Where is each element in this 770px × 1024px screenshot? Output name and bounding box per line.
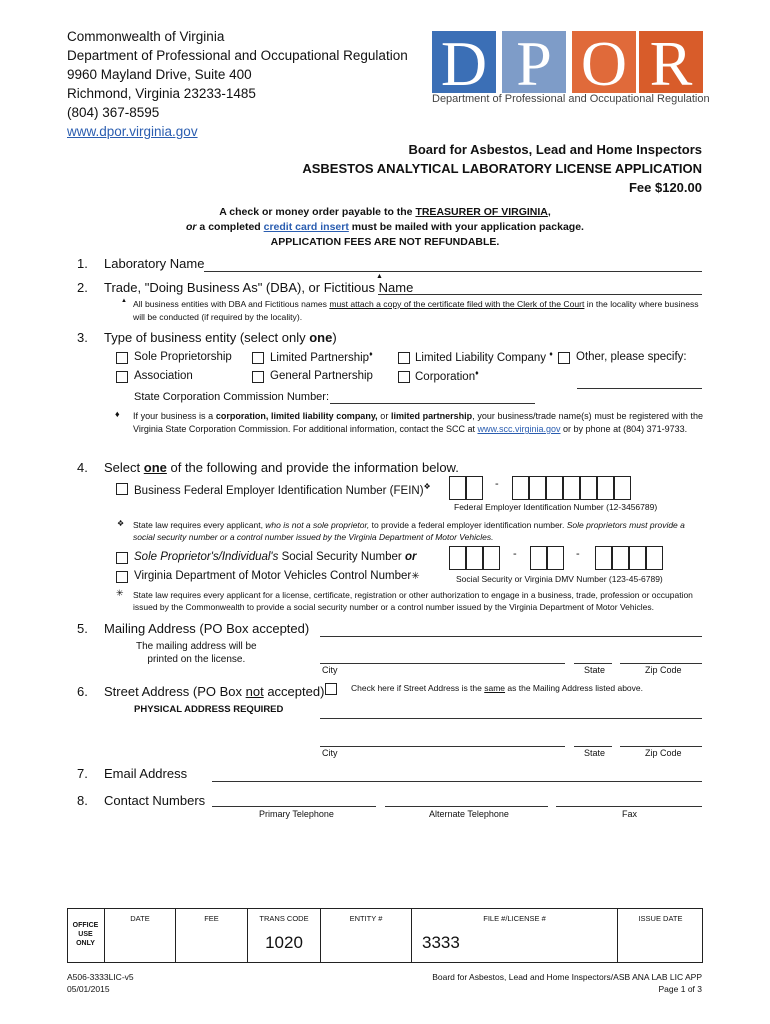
fee-title: Fee $120.00	[628, 180, 702, 195]
llc-text: Limited Liability Company	[415, 351, 547, 364]
board-title: Board for Asbestos, Lead and Home Inspectors	[408, 142, 702, 157]
q4-label	[104, 460, 459, 475]
payment-or: or	[186, 221, 197, 233]
diamond-marker-icon: ♦	[115, 409, 120, 419]
fein-digit-box[interactable]	[449, 476, 466, 500]
q1-label: Laboratory Name	[104, 256, 205, 271]
scc-website-link[interactable]: www.scc.virginia.gov	[477, 424, 561, 434]
q3-note-text: or	[377, 411, 391, 421]
payment-treasurer: TREASURER OF VIRGINIA	[415, 206, 548, 218]
svg-text:R: R	[649, 31, 693, 99]
org-line-department: Department of Professional and Occupational Regulation	[67, 48, 408, 63]
scc-number-field[interactable]	[330, 403, 535, 404]
office-entity-cell	[321, 908, 412, 963]
primary-telephone-field[interactable]	[212, 806, 376, 807]
fein-digit-box[interactable]	[597, 476, 614, 500]
diamond-marker-icon: ♦	[369, 351, 373, 358]
q2-label: Trade, "Doing Business As" (DBA), or Fictitious Name	[104, 280, 414, 295]
fein-digit-box[interactable]	[580, 476, 597, 500]
fein-label-text: Business Federal Employer Identification Number (FEIN)	[134, 484, 424, 497]
corporation-text: Corporation	[415, 370, 476, 383]
office-issue-date-header: ISSUE DATE	[638, 914, 683, 923]
sole-proprietorship-label: Sole Proprietorship	[134, 351, 232, 363]
office-use-line: USE	[78, 931, 93, 938]
other-entity-specify-field[interactable]	[577, 388, 702, 389]
dba-name-field[interactable]	[378, 294, 702, 295]
website-link[interactable]: www.dpor.virginia.gov	[67, 124, 198, 139]
form-title: ASBESTOS ANALYTICAL LABORATORY LICENSE APPLICATION	[302, 161, 702, 176]
org-line-phone: (804) 367-8595	[67, 105, 160, 120]
q6-label-text: accepted)	[263, 684, 325, 699]
payment-line-3: APPLICATION FEES ARE NOT REFUNDABLE.	[270, 236, 500, 248]
office-trans-code-header: TRANS CODE	[259, 914, 309, 923]
ssn-digit-box[interactable]	[530, 546, 547, 570]
ssn-label-or: or	[404, 551, 417, 563]
fein-checkbox[interactable]	[116, 483, 128, 495]
office-license-cell	[412, 908, 618, 963]
q4-note-italic: Sole proprietors must provide a social security number or a control number issued by the Virginia Department of Motor Vehicles.	[133, 520, 685, 542]
q5-sub-line: The mailing address will be	[136, 641, 257, 652]
q2-note-underlined: must attach a copy of the certificate filed with the Clerk of the Court	[329, 299, 585, 309]
corporation-checkbox[interactable]	[398, 371, 410, 383]
same-address-text: Check here if Street Address is the	[351, 683, 485, 693]
fein-digit-box[interactable]	[529, 476, 546, 500]
fax-field[interactable]	[556, 806, 702, 807]
payment-text: A check or money order payable to the	[219, 206, 416, 218]
triangle-marker-icon: ▲	[121, 298, 127, 304]
q4-label-text: of the following and provide the information below.	[166, 460, 459, 475]
email-field[interactable]	[212, 781, 702, 782]
q4-fein-note	[133, 519, 705, 543]
office-date-cell	[105, 908, 176, 963]
footer-page-number: Page 1 of 3	[658, 984, 702, 994]
org-line-commonwealth: Commonwealth of Virginia	[67, 29, 225, 44]
street-zip-caption: Zip Code	[645, 748, 682, 758]
q5-sub	[136, 640, 257, 666]
payment-line-1	[0, 205, 770, 220]
q8-number: 8.	[77, 793, 88, 808]
same-address-underlined: same	[484, 683, 506, 693]
same-address-checkbox[interactable]	[325, 683, 337, 695]
diamond-marker-icon: ♦	[549, 351, 553, 358]
q4-note-italic: who is not a sole proprietor,	[265, 520, 370, 530]
q3-note-text: or by phone at (804) 371-9733.	[560, 424, 688, 434]
street-city-field[interactable]	[320, 746, 565, 747]
q6-label-text: Street Address (PO Box	[104, 684, 246, 699]
q3-note-text: , your business/trade name(s) must be registered with the Virginia State Corporation Commission. For additional information, contact the SCC at	[133, 411, 704, 434]
ssn-digit-box[interactable]	[466, 546, 483, 570]
q2-note-text: All business entities with DBA and Fictitious names	[133, 299, 330, 309]
fein-digit-box[interactable]	[466, 476, 483, 500]
org-line-street: 9960 Mayland Drive, Suite 400	[67, 67, 252, 82]
office-use-line: ONLY	[76, 940, 95, 947]
dmv-label	[134, 570, 420, 582]
office-trans-code-cell	[248, 908, 321, 963]
alternate-telephone-caption: Alternate Telephone	[429, 809, 509, 819]
q4-label-text: Select	[104, 460, 144, 475]
q7-label: Email Address	[104, 766, 188, 781]
q5-label: Mailing Address (PO Box accepted)	[104, 621, 310, 636]
q6-sub: PHYSICAL ADDRESS REQUIRED	[134, 704, 284, 715]
office-fee-cell	[176, 908, 248, 963]
fax-caption: Fax	[622, 809, 638, 819]
limited-partnership-checkbox[interactable]	[252, 352, 264, 364]
mailing-city-field[interactable]	[320, 663, 565, 664]
q4-ssn-note: State law requires every applicant for a license, certificate, registration or other authorization to engage in a business, trade, profession or occupation issued by the Commonwealth to provide a social security number or a control number issued by the Virginia Department of Motor Vehicles.	[133, 590, 693, 612]
payment-line-2	[0, 220, 770, 235]
q3-label-text: )	[332, 330, 337, 345]
q1-number: 1.	[77, 256, 88, 271]
q8-label: Contact Numbers	[104, 793, 206, 808]
office-use-line: OFFICE	[72, 922, 99, 929]
q3-number: 3.	[77, 330, 88, 345]
alternate-telephone-field[interactable]	[385, 806, 548, 807]
office-date-header: DATE	[130, 914, 150, 923]
office-license-value: 3333	[422, 933, 460, 952]
q2-number: 2.	[77, 280, 88, 295]
fein-digit-box[interactable]	[546, 476, 563, 500]
dmv-label-text: Virginia Department of Motor Vehicles Control Number	[134, 570, 412, 582]
office-issue-date-cell	[618, 908, 703, 963]
fein-digit-box[interactable]	[614, 476, 631, 500]
q6-label	[104, 684, 324, 699]
ssn-label-text: Social Security Number	[278, 551, 405, 563]
llc-checkbox[interactable]	[398, 352, 410, 364]
q3-note-bold: limited partnership	[390, 411, 473, 421]
q5-sub-line: printed on the license.	[147, 654, 246, 665]
q4-number: 4.	[77, 460, 88, 475]
q5-number: 5.	[77, 621, 88, 636]
q2-note	[133, 298, 705, 324]
ssn-digit-box[interactable]	[449, 546, 466, 570]
limited-partnership-label	[270, 351, 373, 364]
association-checkbox[interactable]	[116, 371, 128, 383]
footer-form-id: A506-3333LIC-v5	[67, 972, 134, 982]
diamond-cross-marker-icon: ❖	[423, 482, 431, 491]
association-label: Association	[134, 370, 193, 382]
q7-number: 7.	[77, 766, 88, 781]
fein-dash: -	[495, 478, 499, 490]
footer-date: 05/01/2015	[67, 984, 110, 994]
limited-partnership-text: Limited Partnership	[270, 351, 370, 364]
llc-label	[415, 351, 553, 364]
ssn-label-italic: Sole Proprietor's/Individual's	[134, 551, 279, 563]
dpor-logo	[432, 31, 710, 123]
q2-note-text: in the locality where business will be conducted (if required by the locality).	[133, 299, 699, 322]
other-entity-checkbox[interactable]	[558, 352, 570, 364]
payment-comma: ,	[547, 206, 551, 218]
q6-number: 6.	[77, 684, 88, 699]
street-city-caption: City	[322, 748, 338, 758]
ssn-digit-box[interactable]	[595, 546, 612, 570]
office-trans-code-value: 1020	[265, 933, 303, 952]
ssn-digit-box[interactable]	[483, 546, 500, 570]
office-fee-header: FEE	[204, 914, 219, 923]
diamond-cross-marker-icon: ❖	[117, 519, 125, 528]
svg-text:D: D	[440, 31, 488, 99]
svg-text:P: P	[516, 31, 552, 99]
fein-digit-box[interactable]	[563, 476, 580, 500]
fein-label	[134, 482, 431, 497]
svg-text:O: O	[580, 31, 628, 99]
org-address-block	[67, 27, 408, 141]
payment-text: must be mailed with your application package.	[348, 221, 584, 233]
general-partnership-label: General Partnership	[270, 370, 373, 382]
dpor-logo-graphic	[432, 31, 703, 123]
street-address-field[interactable]	[320, 718, 702, 719]
payment-text: a completed	[196, 221, 264, 233]
dmv-checkbox[interactable]	[116, 571, 128, 583]
asterisk-marker-icon: ✳	[116, 588, 124, 598]
mailing-state-caption: State	[584, 665, 606, 675]
street-state-caption: State	[584, 748, 606, 758]
same-address-text: as the Mailing Address listed above.	[505, 683, 643, 693]
q4-note-text: to provide a federal employer identification number.	[369, 520, 567, 530]
payment-instructions	[0, 205, 770, 250]
mailing-city-caption: City	[322, 665, 338, 675]
logo-caption: Department of Professional and Occupational Regulation	[432, 93, 710, 105]
q3-note-text: If your business is a	[133, 411, 216, 421]
mailing-address-field[interactable]	[320, 636, 702, 637]
q4-label-one: one	[143, 460, 167, 475]
asterisk-marker-icon: ✳	[411, 571, 420, 582]
laboratory-name-field[interactable]	[204, 271, 702, 272]
credit-card-insert-link[interactable]: credit card insert	[263, 221, 349, 233]
title-block	[302, 140, 702, 197]
same-address-label	[351, 683, 643, 693]
office-license-header: FILE #/LICENSE #	[483, 914, 546, 923]
fein-digit-box[interactable]	[512, 476, 529, 500]
footer-board-ref: Board for Asbestos, Lead and Home Inspectors/ASB ANA LAB LIC APP	[432, 972, 702, 982]
q3-label-one: one	[309, 330, 333, 345]
ssn-digit-box[interactable]	[547, 546, 564, 570]
corporation-label	[415, 370, 479, 383]
q3-label	[104, 330, 337, 345]
general-partnership-checkbox[interactable]	[252, 371, 264, 383]
q3-label-text: Type of business entity (select only	[104, 330, 310, 345]
fein-caption: Federal Employer Identification Number (12-3456789)	[454, 502, 658, 512]
ssn-dash: -	[576, 548, 580, 560]
other-entity-label: Other, please specify:	[576, 351, 687, 363]
ssn-caption: Social Security or Virginia DMV Number (123-45-6789)	[456, 574, 663, 584]
ssn-dash: -	[513, 548, 517, 560]
diamond-marker-icon: ♦	[475, 370, 479, 377]
scc-number-label: State Corporation Commission Number:	[134, 391, 330, 403]
mailing-zip-caption: Zip Code	[645, 665, 682, 675]
ssn-checkbox[interactable]	[116, 552, 128, 564]
org-line-city: Richmond, Virginia 23233-1485	[67, 86, 256, 101]
sole-proprietorship-checkbox[interactable]	[116, 352, 128, 364]
triangle-marker-icon: ▲	[376, 273, 383, 280]
footer-right	[432, 971, 702, 995]
ssn-label	[134, 551, 416, 563]
ssn-digit-box[interactable]	[629, 546, 646, 570]
ssn-digit-box[interactable]	[646, 546, 663, 570]
primary-telephone-caption: Primary Telephone	[259, 809, 334, 819]
ssn-digit-box[interactable]	[612, 546, 629, 570]
q6-label-not: not	[245, 684, 264, 699]
office-entity-header: ENTITY #	[349, 914, 383, 923]
footer-left	[67, 971, 134, 995]
q4-note-text: State law requires every applicant,	[133, 520, 266, 530]
q3-note	[133, 410, 703, 436]
office-use-label	[67, 908, 105, 963]
q3-note-bold: corporation, limited liability company,	[215, 411, 378, 421]
